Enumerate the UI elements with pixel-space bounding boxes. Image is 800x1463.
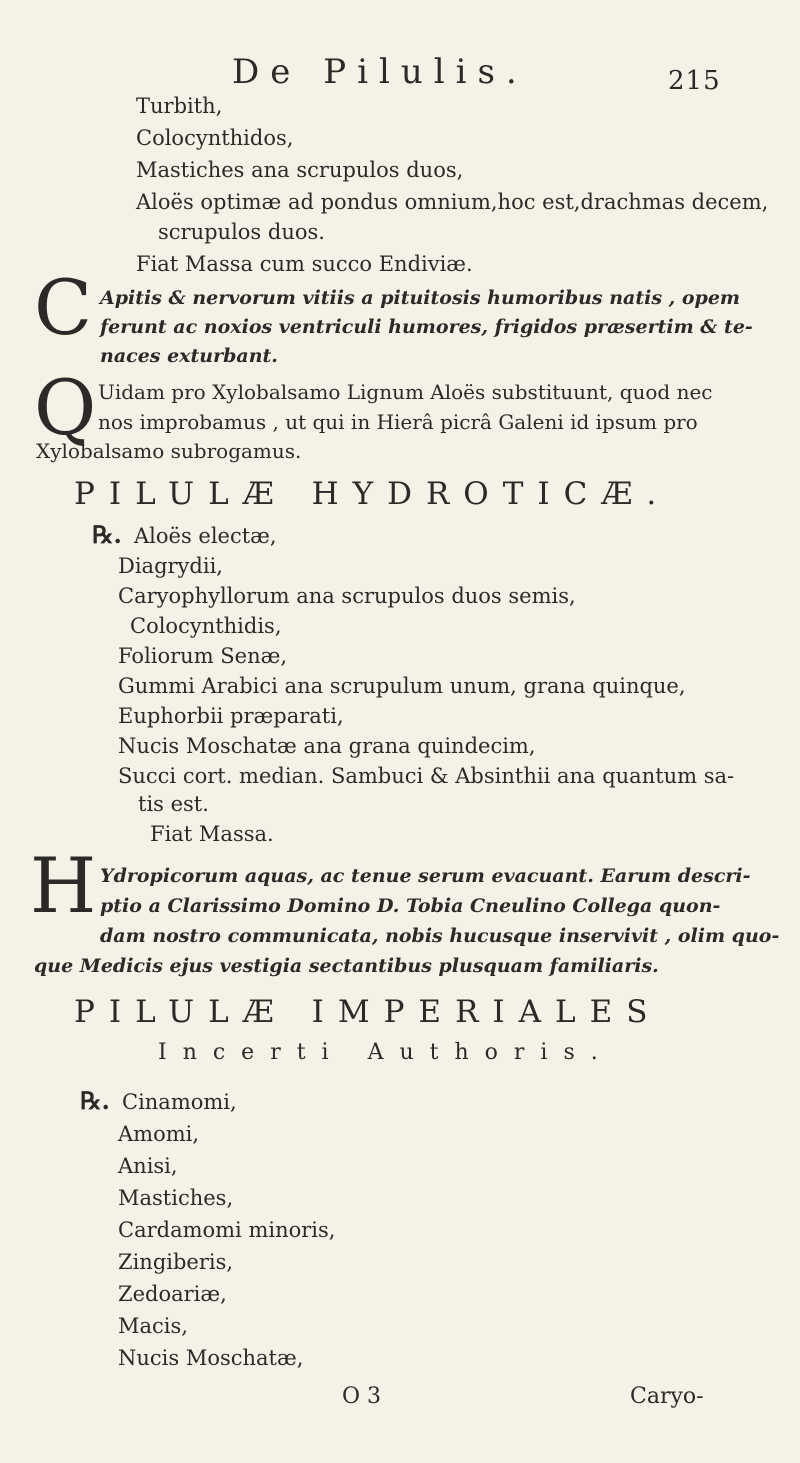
drop-cap-c: C [34,263,93,352]
ingredient-line: Foliorum Senæ, [118,644,288,668]
ingredient-line: Nucis Moschatæ ana grana quindecim, [118,734,536,758]
italic-line: ptio a Clarissimo Domino D. Tobia Cneulino Collega quon- [100,895,721,917]
ingredient-line: Zedoariæ, [118,1282,227,1306]
text-line: Aloës optimæ ad pondus omnium,hoc est,drachmas decem, [136,190,769,214]
ingredient-line: Amomi, [118,1122,200,1146]
catchword: Caryo- [630,1384,704,1409]
page-number: 215 [668,66,721,96]
ingredient-line: Mastiches, [118,1186,234,1210]
italic-line: Apitis & nervorum vitiis a pituitosis humoribus natis , opem [100,287,741,309]
section-subtitle: Incerti Authoris. [158,1040,614,1065]
italic-line: ferunt ac noxios ventriculi humores, frigidos præsertim & te- [100,316,753,338]
text-line: Colocynthidos, [136,126,294,150]
italic-line: que Medicis ejus vestigia sectantibus plusquam familiaris. [34,955,659,977]
text-line: Fiat Massa cum succo Endiviæ. [136,252,473,276]
text-line: scrupulos duos. [158,220,325,244]
ingredient-line: Gummi Arabici ana scrupulum unum, grana quinque, [118,674,686,698]
italic-line: Ydropicorum aquas, ac tenue serum evacuant. Earum descri- [100,865,751,887]
ingredient-line: tis est. [138,792,209,816]
ingredient-line: Caryophyllorum ana scrupulos duos semis, [118,584,576,608]
text-line: nos improbamus , ut qui in Hierâ picrâ Galeni id ipsum pro [98,410,698,434]
ingredient-line: Euphorbii præparati, [118,704,344,728]
text-line: Uidam pro Xylobalsamo Lignum Aloës substituunt, quod nec [98,380,713,404]
text-line: Mastiches ana scrupulos duos, [136,158,464,182]
italic-line: dam nostro communicata, nobis hucusque inservivit , olim quo- [100,925,780,947]
ingredient-line: Cinamomi, [122,1090,237,1114]
recipe-symbol: ℞. [92,520,122,549]
ingredient-line: Fiat Massa. [150,822,274,846]
ingredient-line: Aloës electæ, [134,524,277,548]
text-line: Xylobalsamo subrogamus. [36,439,302,463]
ingredient-line: Nucis Moschatæ, [118,1346,304,1370]
section-title-imperiales: PILULÆ IMPERIALES [74,994,662,1030]
ingredient-line: Zingiberis, [118,1250,234,1274]
drop-cap-h: H [30,841,97,930]
recipe-symbol: ℞. [80,1086,110,1115]
signature-mark: O 3 [342,1384,382,1409]
ingredient-line: Diagrydii, [118,554,223,578]
ingredient-line: Succi cort. median. Sambuci & Absinthii ana quantum sa- [118,764,735,788]
ingredient-line: Colocynthidis, [130,614,282,638]
ingredient-line: Macis, [118,1314,188,1338]
text-line: Turbith, [136,94,223,118]
running-title: De Pilulis. [232,52,528,92]
drop-cap-q: Q [34,363,97,452]
ingredient-line: Anisi, [118,1154,178,1178]
ingredient-line: Cardamomi minoris, [118,1218,336,1242]
section-title-hydroticae: PILULÆ HYDROTICÆ. [74,476,671,512]
italic-line: naces exturbant. [100,345,278,367]
